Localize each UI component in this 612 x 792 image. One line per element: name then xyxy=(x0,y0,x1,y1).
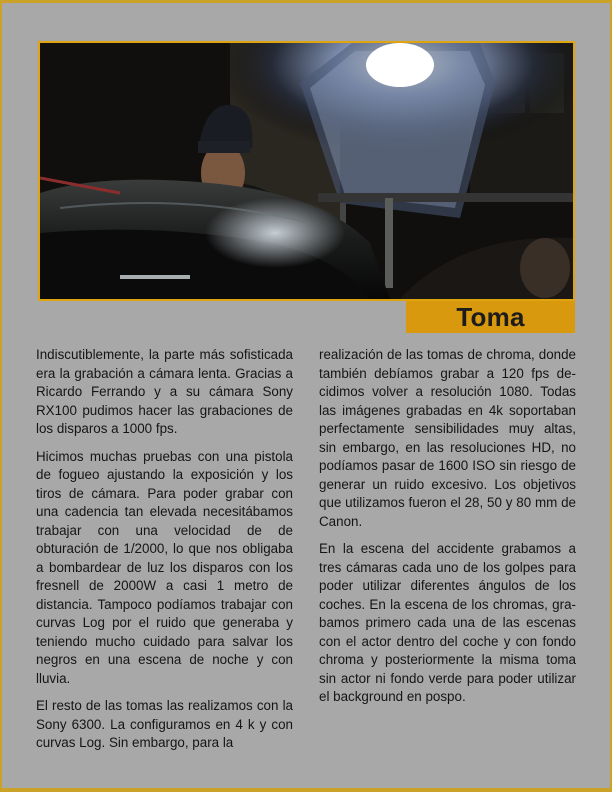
paragraph: En la escena del accidente grabamos a tres cámaras cada uno de los golpes para poder utilizar diferentes ángulos de los coches. En la escena de los chromas, grabamos primero cada una de las escenas con el actor dentro del coche y con fondo chroma y posteriormente la misma toma sin actor ni fondo verde para poder utilizar el background en pospo. xyxy=(319,541,576,704)
photo-illustration xyxy=(40,43,573,299)
left-column xyxy=(36,346,293,762)
section-title-bar xyxy=(406,301,575,333)
paragraph: Hicimos muchas pruebas con una pistola de fogueo ajustando la exposición y los tiros de cámara. Para poder grabar con una cadencia tan elevada necesitábamos trabajar con una velocidad de de obturación de 1/2000, lo que nos obligaba a bombardear de luz los disparos con los fresnell de 2000W a casi 1 metro de distancia. Tampoco podíamos trabajar con curvas Log por el ruido que generaba y teniendo mucho cuidado para salvar los negros en una escena de noche y con lluvia. xyxy=(36,448,293,686)
right-column xyxy=(319,346,576,762)
header-photo xyxy=(38,41,575,301)
paragraph: realización de las tomas de chroma, donde también debíamos grabar a 120 fps decidimos volver a resolución 1080. Todas las imágenes grabadas en 4k soportaban perfectamente sensibilidades muy altas, sin embargo, en las resoluciones HD, no podíamos pasar de 1600 ISO sin riesgo de generar un ruido excesivo. Los objetivos que utilizamos fueron el 28, 50 y 80 mm de Canon. xyxy=(319,347,576,529)
article-columns xyxy=(36,346,576,762)
paragraph: El resto de las tomas las realizamos con la Sony 6300. La configuramos en 4 k y con curvas Log. Sin embargo, para la xyxy=(36,698,293,750)
paragraph: Indiscutiblemente, la parte más sofisticada era la grabación a cámara lenta. Gracias a Ricardo Ferrando y a su cámara Sony RX100 pudimos hacer las grabaciones de los disparos a 1000 fps. xyxy=(36,347,293,436)
section-title: Toma xyxy=(456,301,525,332)
